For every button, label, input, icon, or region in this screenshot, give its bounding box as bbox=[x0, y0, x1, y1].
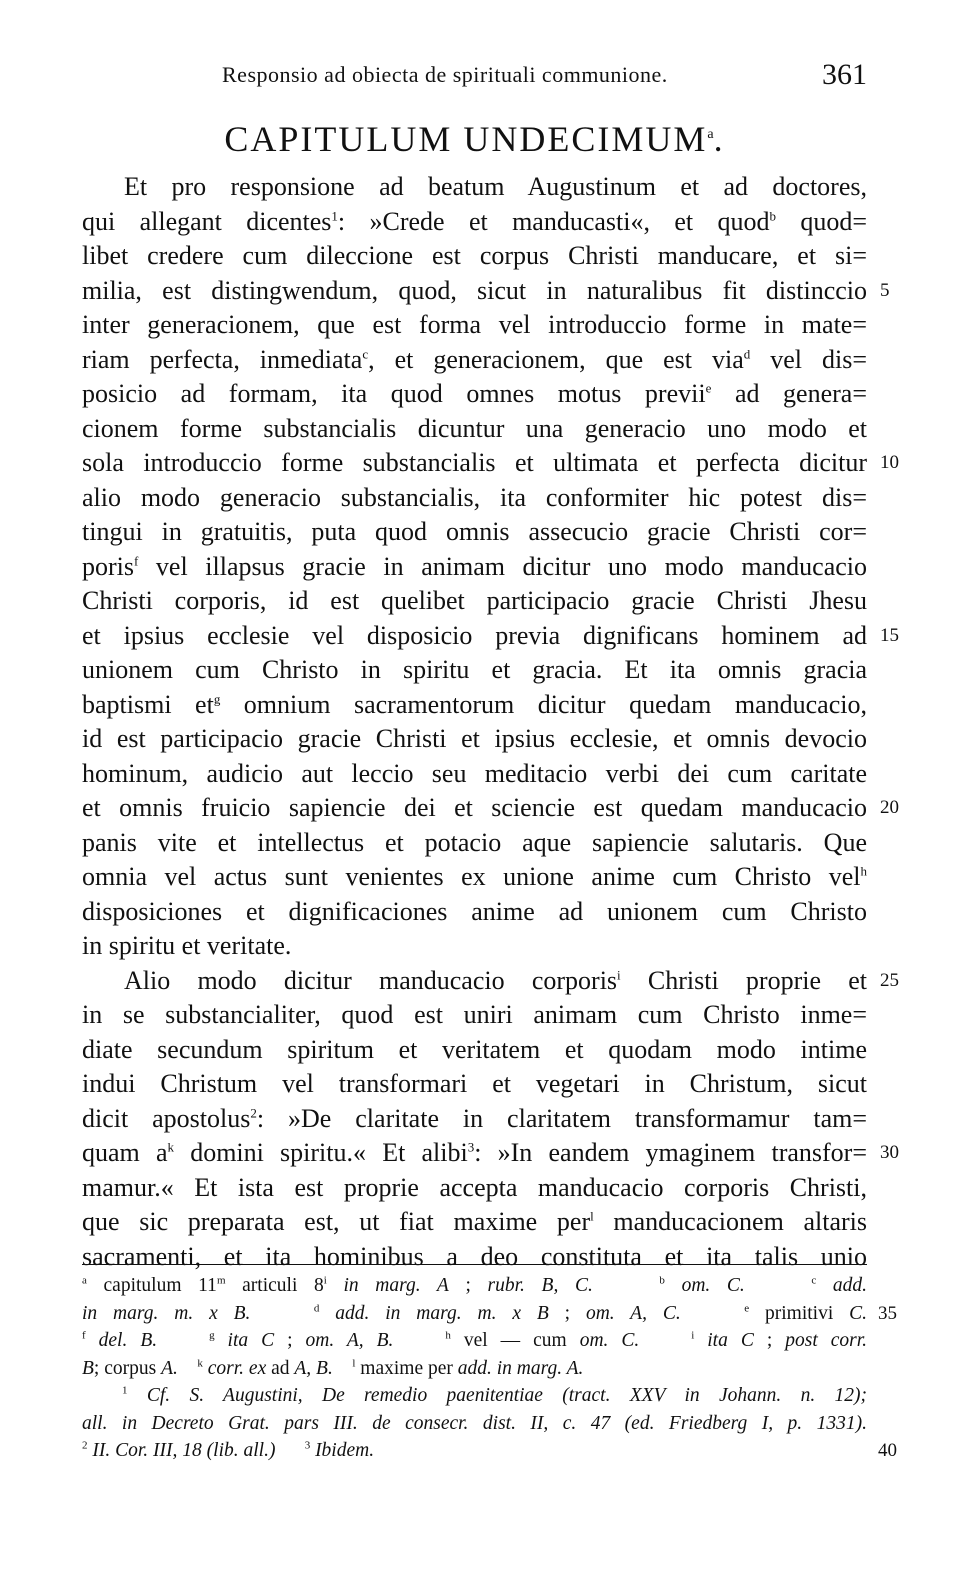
text-line-content: Et pro responsione ad beatum Augustinum et ad doctores, bbox=[124, 172, 867, 201]
text-line-content: in spiritu et veritate. bbox=[82, 931, 292, 960]
text-line bbox=[82, 998, 867, 1033]
text-line bbox=[82, 1171, 867, 1206]
text-line bbox=[82, 343, 867, 378]
text-line-content: omnia vel actus sunt venientes ex unione anime cum Christo vel$^h$ bbox=[82, 862, 867, 891]
text-line-content: qui allegant dicentes$^1$: »Crede et manducasti«, et quod$^b$ quod= bbox=[82, 206, 867, 236]
text-line-content: que sic preparata est, ut fiat maxime per$^l$ manducacionem altaris bbox=[82, 1207, 867, 1236]
chapter-title-trail: . bbox=[713, 119, 725, 159]
text-line bbox=[82, 412, 867, 447]
main-text bbox=[82, 170, 899, 1274]
running-head bbox=[82, 58, 867, 102]
text-line bbox=[82, 515, 867, 550]
text-line-content: diate secundum spiritum et veritatem et quodam modo intime bbox=[82, 1034, 867, 1064]
footnote-line-content: all. in Decreto Grat. pars III. de consecr. dist. II, c. 47 (ed. Friedberg I, p. 1331). bbox=[82, 1412, 867, 1434]
footnote-line bbox=[82, 1382, 867, 1410]
footnote-line-content: $^f$ del. B. $^g$ ita C ; om. A, B. $^h$ vel — cum om. C. $^i$ ita C ; post corr. bbox=[82, 1329, 868, 1351]
text-line bbox=[82, 584, 867, 619]
chapter-title bbox=[82, 118, 867, 160]
text-line bbox=[82, 964, 899, 999]
text-line bbox=[82, 308, 867, 343]
footnote-line bbox=[82, 1410, 867, 1438]
footnote-line-content: $^a$ capitulum 11$^m$ articuli 8$^i$ in marg. A ; rubr. B, C. $^b$ om. C. $^c$ add. bbox=[82, 1274, 868, 1296]
text-line-content: sola introduccio forme substancialis et ultimata et perfecta dicitur bbox=[82, 448, 867, 477]
footnote-line bbox=[82, 1300, 897, 1328]
text-line bbox=[82, 929, 867, 964]
footnote-line bbox=[82, 1355, 867, 1383]
line-number: 15 bbox=[880, 624, 899, 646]
footnote-line-content: B; corpus A. $^k$ corr. ex ad A, B. $^l$ maxime per add. in marg. A. bbox=[82, 1357, 584, 1379]
running-title: Responsio ad obiecta de spirituali communione. bbox=[222, 62, 668, 87]
text-line-content: disposiciones et dignificaciones anime ad unionem cum Christo bbox=[82, 896, 867, 926]
text-line-content: et ipsius ecclesie vel disposicio previa dignificans hominem ad bbox=[82, 620, 867, 650]
text-line-content: hominum, audicio aut leccio seu meditacio verbi dei cum caritate bbox=[82, 758, 867, 788]
text-line-content: libet credere cum dileccione est corpus Christi manducare, et si= bbox=[82, 241, 867, 270]
text-line-content: baptismi $et^g$ omnium sacramentorum dicitur quedam manducacio, bbox=[82, 689, 867, 719]
text-line bbox=[82, 1240, 867, 1275]
footnote-line-content: $^2$ II. Cor. III, 18 (lib. all.) $^3$ Ibidem. bbox=[82, 1439, 375, 1461]
text-line-content: sacramenti, et ita hominibus a deo constituta et ita talis unio bbox=[82, 1241, 867, 1271]
text-line bbox=[82, 619, 899, 654]
text-line bbox=[82, 860, 867, 895]
text-line bbox=[82, 446, 899, 481]
text-line bbox=[82, 791, 899, 826]
text-line-content: et omnis fruicio sapiencie dei et sciencie est quedam manducacio bbox=[82, 793, 867, 822]
text-line-content: milia, est distingwendum, quod, sicut in naturalibus fit distinccio bbox=[82, 275, 867, 305]
text-line bbox=[82, 377, 867, 412]
footnote-line-content: $^1$ Cf. S. Augustini, De remedio paenitentiae (tract. XXV in Johann. n. 12); bbox=[122, 1384, 868, 1406]
footnotes bbox=[82, 1272, 897, 1465]
line-number: 20 bbox=[880, 797, 899, 818]
footnote-line bbox=[82, 1272, 867, 1300]
text-line bbox=[82, 205, 867, 240]
text-line-content: riam perfecta, inmediata$^c$, et generacionem, que est via$^d$ vel dis= bbox=[82, 344, 867, 374]
text-line bbox=[82, 239, 867, 274]
text-line bbox=[82, 274, 890, 309]
line-number: 5 bbox=[880, 279, 890, 301]
text-line bbox=[82, 653, 867, 688]
text-line bbox=[82, 722, 867, 757]
text-line bbox=[82, 826, 867, 861]
text-line-content: in se substancialiter, quod est uniri animam cum Christo inme= bbox=[82, 1000, 867, 1029]
text-line-content: tingui in gratuitis, puta quod omnis assecucio gracie Christi cor= bbox=[82, 517, 867, 546]
text-line bbox=[82, 481, 867, 516]
text-line-content: panis vite et intellectus et potacio aque sapiencie salutaris. Que bbox=[82, 827, 867, 857]
text-line-content: id est participacio gracie Christi et ipsius ecclesie, et omnis devocio bbox=[82, 724, 867, 753]
line-number: 25 bbox=[880, 969, 899, 991]
text-line bbox=[82, 1033, 867, 1068]
footnote-line bbox=[82, 1437, 897, 1465]
footnote-rule bbox=[82, 1264, 867, 1265]
line-number: 30 bbox=[880, 1142, 899, 1163]
text-line bbox=[82, 757, 867, 792]
text-line-content: indui Christum vel transformari et vegetari in Christum, sicut bbox=[82, 1069, 867, 1098]
text-line bbox=[82, 1067, 867, 1102]
text-line bbox=[82, 895, 867, 930]
text-line bbox=[82, 1102, 867, 1137]
text-line-content: mamur.« Et ista est proprie accepta manducacio corporis Christi, bbox=[82, 1172, 867, 1202]
text-line-content: inter generacionem, que est forma vel introduccio forme in mate= bbox=[82, 310, 867, 339]
text-line-content: alio modo generacio substancialis, ita conformiter hic potest dis= bbox=[82, 482, 867, 512]
text-line bbox=[82, 1205, 867, 1240]
text-line-content: posicio ad formam, ita quod omnes motus previi$^e$ ad genera= bbox=[82, 379, 867, 408]
text-line-content: unionem cum Christo in spiritu et gracia. Et ita omnis gracia bbox=[82, 655, 867, 684]
footnote-line-content: in marg. m. x B. $^d$ add. in marg. m. x B ; om. A, C. $^e$ primitivi C. bbox=[82, 1302, 868, 1324]
line-number: 35 bbox=[878, 1302, 897, 1324]
page-number: 361 bbox=[822, 58, 867, 91]
text-line-content: Alio modo dicitur manducacio corporis$^i$ Christi proprie et bbox=[124, 965, 867, 995]
chapter-note-mark: a bbox=[707, 127, 714, 142]
text-line-content: poris$^f$ vel illapsus gracie in animam dicitur uno modo manducacio bbox=[82, 551, 867, 581]
line-number: 40 bbox=[878, 1440, 897, 1461]
chapter-title-text: CAPITULUM UNDECIMUM bbox=[224, 119, 708, 159]
text-line bbox=[82, 688, 867, 723]
text-line-content: cionem forme substancialis dicuntur una generacio uno modo et bbox=[82, 413, 867, 443]
line-number: 10 bbox=[880, 452, 899, 473]
text-line bbox=[82, 550, 867, 585]
text-line-content: dicit apostolus$^2$: »De claritate in claritatem transformamur tam= bbox=[82, 1103, 867, 1133]
text-line-content: Christi corporis, id est quelibet participacio gracie Christi Jhesu bbox=[82, 586, 867, 615]
text-line bbox=[82, 170, 867, 205]
text-line bbox=[82, 1136, 899, 1171]
footnote-line bbox=[82, 1327, 867, 1355]
text-line-content: quam $a^k$ domini spiritu.« Et alibi$^3$: »In eandem ymaginem transfor= bbox=[82, 1138, 867, 1167]
